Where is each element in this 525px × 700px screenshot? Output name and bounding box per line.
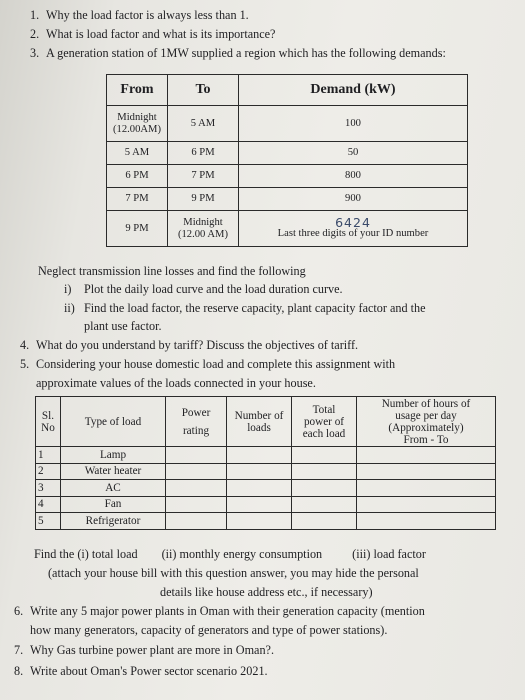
attach-note: (attach your house bill with this question answer, you may hide the personal — [48, 566, 419, 580]
question-6: 6. Write any 5 major power plants in Oman with their generation capacity (mention — [14, 604, 425, 618]
sub-item-ii: ii) Find the load factor, the reserve capacity, plant capacity factor and the — [64, 301, 426, 315]
table-row — [107, 165, 468, 188]
header-type: Type of load — [61, 397, 166, 447]
to-cell: Midnight (12.00 AM) — [168, 211, 239, 247]
table-row: 4 Fan — [36, 496, 496, 513]
table-row — [107, 188, 468, 211]
instruction-text: Neglect transmission line losses and find the following — [38, 264, 306, 278]
header-hours: Number of hours of usage per day (Approximately) From - To — [357, 397, 496, 447]
handwritten-id-digits: 6424 — [335, 215, 371, 230]
sub-item-i: i) Plot the daily load curve and the load duration curve. — [64, 282, 343, 296]
table-row — [107, 142, 468, 165]
find-line: Find the (i) total load (ii) monthly energy consumption (iii) load factor — [34, 547, 426, 561]
header-from: From — [107, 75, 168, 106]
question-2 — [30, 27, 275, 42]
table-row: 2 Water heater — [36, 463, 496, 480]
question-text: What is load factor and what is its importance? — [46, 27, 276, 41]
table-row: 1 Lamp — [36, 447, 496, 464]
question-number: 2. — [30, 27, 40, 41]
demand-cell — [239, 211, 468, 247]
question-5: 5. Considering your house domestic load and complete this assignment with — [20, 357, 396, 371]
sub-item-ii-continued: plant use factor. — [84, 319, 162, 333]
question-7: 7. Why Gas turbine power plant are more in Oman?. — [14, 643, 275, 657]
to-cell: 7 PM — [168, 165, 239, 188]
question-text: A generation station of 1MW supplied a region which has the following demands: — [46, 46, 446, 60]
demand-cell: 50 — [239, 142, 468, 165]
demand-cell: 100 — [239, 106, 468, 142]
question-number: 1. — [30, 8, 40, 22]
demand-table-header — [107, 75, 468, 106]
header-power: Power rating — [166, 397, 227, 447]
demand-cell: 800 — [239, 165, 468, 188]
from-cell: 7 PM — [107, 188, 168, 211]
table-row — [107, 211, 468, 247]
header-sl: Sl. No — [36, 397, 61, 447]
question-text: Why the load factor is always less than 1. — [46, 8, 249, 22]
question-8: 8. Write about Oman's Power sector scenario 2021. — [14, 664, 268, 678]
question-1 — [30, 8, 249, 23]
table-row — [107, 106, 468, 142]
question-6-continued: how many generators, capacity of generators and type of power stations). — [30, 623, 388, 637]
to-cell: 9 PM — [168, 188, 239, 211]
demand-note: Last three digits of your ID number — [277, 228, 429, 239]
question-3 — [30, 46, 446, 61]
load-table — [35, 396, 496, 530]
from-cell: 9 PM — [107, 211, 168, 247]
header-total: Total power of each load — [292, 397, 357, 447]
from-cell: 6 PM — [107, 165, 168, 188]
to-cell: 6 PM — [168, 142, 239, 165]
attach-note-continued: details like house address etc., if necessary) — [160, 585, 373, 599]
table-row: 5 Refrigerator — [36, 513, 496, 530]
question-4: 4. What do you understand by tariff? Discuss the objectives of tariff. — [20, 338, 359, 352]
question-5-continued: approximate values of the loads connected in your house. — [36, 376, 316, 390]
load-table-header — [36, 397, 496, 447]
demand-cell: 900 — [239, 188, 468, 211]
header-number: Number of loads — [227, 397, 292, 447]
header-to: To — [168, 75, 239, 106]
question-number: 3. — [30, 46, 40, 60]
header-demand: Demand (kW) — [239, 75, 468, 106]
demand-table — [106, 74, 468, 247]
from-cell: Midnight (12.00AM) — [107, 106, 168, 142]
table-row: 3 AC — [36, 480, 496, 497]
from-cell: 5 AM — [107, 142, 168, 165]
to-cell: 5 AM — [168, 106, 239, 142]
